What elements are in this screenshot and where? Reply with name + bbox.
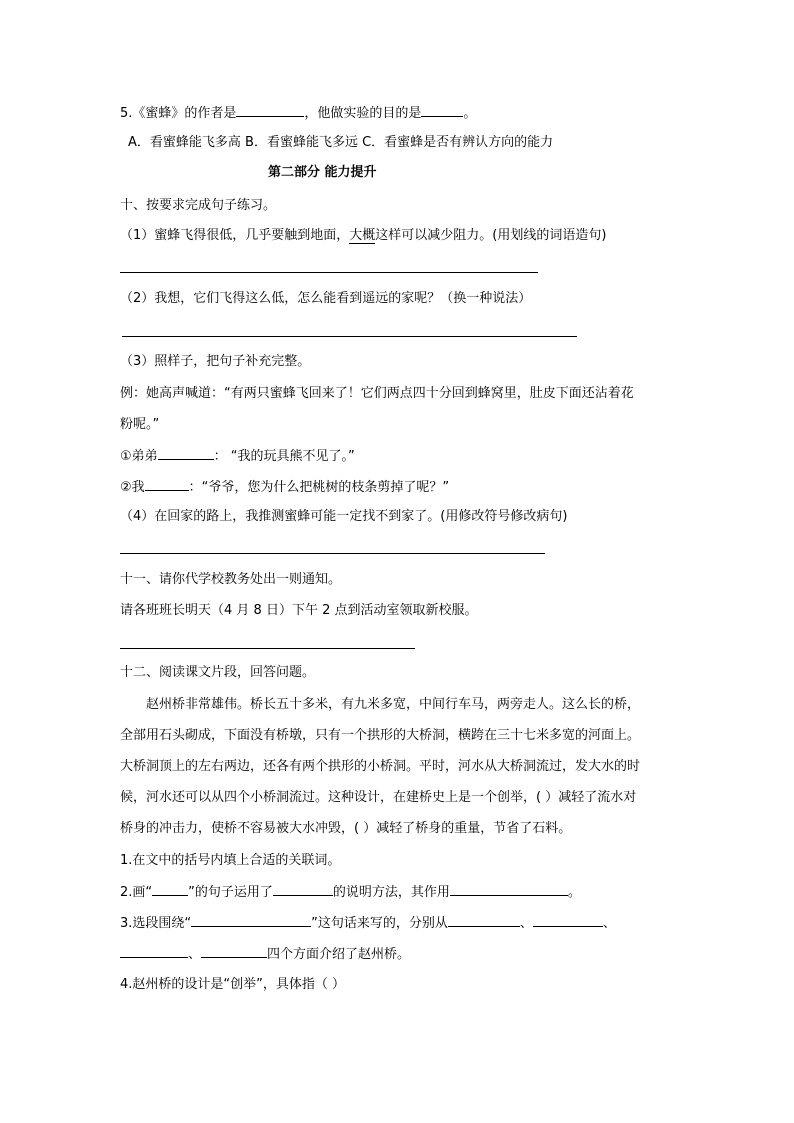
part2-title: 第二部分 能力提升 <box>268 165 377 180</box>
s12-q3-text-c: 、 <box>519 916 533 931</box>
s10-q3: （3）照样子，把句子补充完整。 <box>120 354 311 369</box>
s10-item1-blank[interactable] <box>158 447 214 460</box>
s10-q1-underlined-word: 大概 <box>349 228 376 243</box>
s12-q2-text-c: 的说明方法，其作用 <box>332 885 450 900</box>
s12-q3-blank-5[interactable] <box>201 945 267 958</box>
s12-q2-text-d: 。 <box>567 885 581 900</box>
s12-q2-text-b: ”的句子运用了 <box>188 885 273 900</box>
s10-q1 <box>120 227 606 245</box>
s10-q4: （4）在回家的路上，我推测蜜蜂可能一定找不到家了。(用修改符号修改病句) <box>120 509 568 524</box>
s10-item2 <box>120 478 449 497</box>
s12-q2-blank-1[interactable] <box>152 883 188 896</box>
s12-q3-line2-text-a: 、 <box>188 947 202 962</box>
s12-passage-line1: 赵州桥非常雄伟。桥长五十多米，有九米多宽，中间行车马，两旁走人。这么长的桥， <box>146 697 641 712</box>
s11-notice-text: 请各班班长明天（4 月 8 日）下午 2 点到活动室领取新校服。 <box>120 603 478 618</box>
q5-text-c: 。 <box>463 106 477 121</box>
s12-q3-blank-1[interactable] <box>191 914 311 927</box>
s12-q3-text-a: 3.选段围绕“ <box>120 916 192 931</box>
s12-q2-text-a: 2.画“ <box>120 885 153 900</box>
s12-q2-blank-3[interactable] <box>450 883 568 896</box>
s12-q2 <box>120 883 581 902</box>
s12-q3-blank-2[interactable] <box>448 914 520 927</box>
s12-q3-blank-4[interactable] <box>120 945 188 958</box>
answer-line-2[interactable] <box>122 336 577 337</box>
s12-q3-blank-3[interactable] <box>533 914 603 927</box>
section11-title: 十一、请你代学校教务处出一则通知。 <box>120 572 342 587</box>
s12-q2-blank-2[interactable] <box>273 883 333 896</box>
s10-item1-text-a: ①弟弟 <box>120 449 158 464</box>
answer-line-1[interactable] <box>120 272 538 273</box>
s12-q1: 1.在文中的括号内填上合适的关联词。 <box>120 853 341 868</box>
s10-example-line1: 例：她高声喊道：“有两只蜜蜂飞回来了！它们两点四十分回到蜂窝里，肚皮下面还沾着花 <box>120 386 634 401</box>
s12-q3-text-d: 、 <box>602 916 616 931</box>
s12-q3-line2 <box>120 945 410 964</box>
q5-blank-author[interactable] <box>236 104 304 117</box>
s10-q1-text-b: 这样可以减少阻力。(用划线的词语造句) <box>375 228 607 243</box>
answer-line-4[interactable] <box>120 648 415 649</box>
q5-blank-purpose[interactable] <box>421 104 463 117</box>
section12-title: 十二、阅读课文片段，回答问题。 <box>120 665 316 680</box>
q5-text-a: 5.《蜜蜂》的作者是 <box>120 106 237 121</box>
s12-passage-line3: 大桥洞顶上的左右两边，还各有两个拱形的小桥洞。平时，河水从大桥洞流过，发大水的时 <box>120 759 641 774</box>
s10-example-line2: 粉呢。” <box>120 417 160 432</box>
s10-item2-blank[interactable] <box>145 478 189 491</box>
s10-item2-text-a: ②我 <box>120 480 145 495</box>
s10-item2-text-b: ：“爷爷，您为什么把桃树的枝条剪掉了呢？” <box>188 480 450 495</box>
s12-q3 <box>120 914 616 933</box>
q5-options: A．看蜜蜂能飞多高 B．看蜜蜂能飞多远 C．看蜜蜂是否有辨认方向的能力 <box>128 135 554 150</box>
s12-passage-line2: 全部用石头砌成，下面没有桥墩，只有一个拱形的大桥洞，横跨在三十七米多宽的河面上。 <box>120 728 641 743</box>
s10-item1 <box>120 447 355 466</box>
answer-line-3[interactable] <box>120 553 545 554</box>
s12-q4: 4.赵州桥的设计是“创举”，具体指（ ） <box>120 977 346 992</box>
s10-item1-text-b: ： “我的玩具熊不见了。” <box>213 449 355 464</box>
section10-title: 十、按要求完成句子练习。 <box>120 198 277 213</box>
q5-line <box>120 104 476 123</box>
s12-passage-line4: 候，河水还可以从四个小桥洞流过。这种设计，在建桥史上是一个创举，( ）减轻了流水对 <box>120 790 637 805</box>
q5-text-b: ，他做实验的目的是 <box>304 106 422 121</box>
s12-q3-text-b: ”这句话来写的，分别从 <box>311 916 448 931</box>
s12-q3-line2-text-b: 四个方面介绍了赵州桥。 <box>267 947 411 962</box>
s10-q1-text-a: （1）蜜蜂飞得很低，几乎要触到地面， <box>120 228 350 243</box>
s10-q2: （2）我想，它们飞得这么低，怎么能看到遥远的家呢？（换一种说法） <box>120 291 532 306</box>
s12-passage-line5: 桥身的冲击力，使桥不容易被大水冲毁，( ）减轻了桥身的重量，节省了石料。 <box>120 821 572 836</box>
